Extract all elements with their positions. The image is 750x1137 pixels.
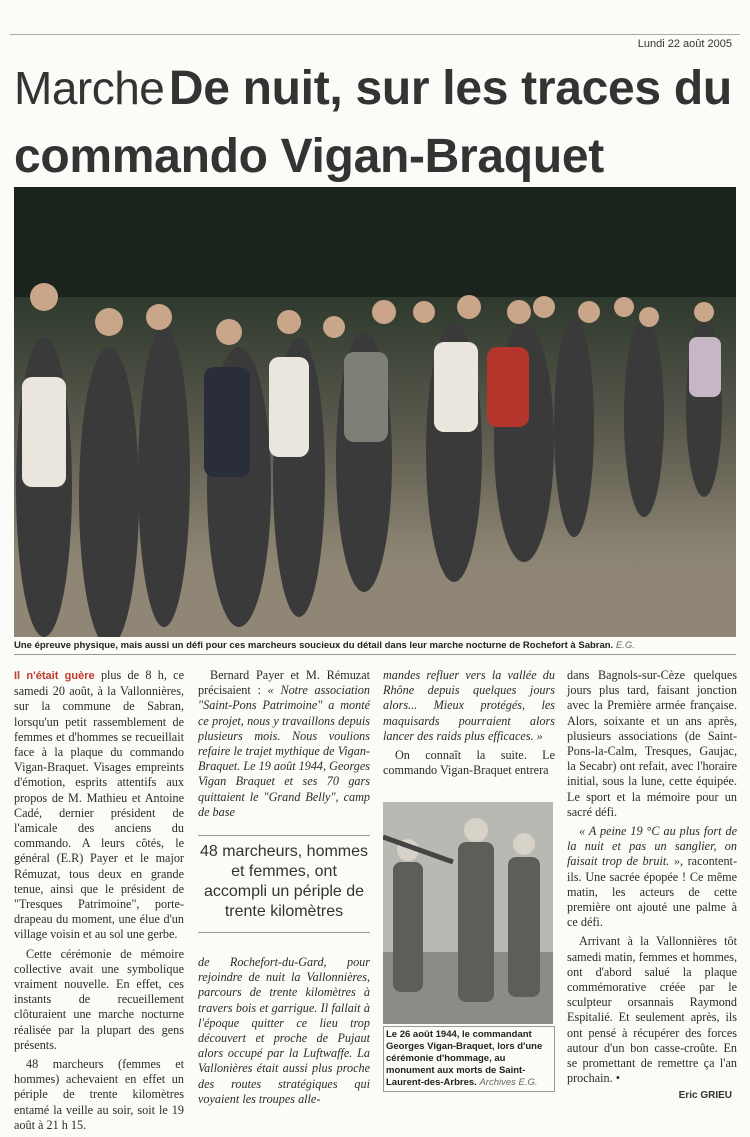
archive-caption-credit: Archives E.G. <box>479 1077 538 1088</box>
headline-kicker: Marche <box>14 62 165 114</box>
article-column-4 <box>567 668 737 1090</box>
col4-paragraph-1: dans Bagnols-sur-Cèze quelques jours plus tard, faisant jonction avec la Première armée française. Alors, soixante et un ans après, plusieurs associations (de Saint-Pons-la-Calm, Tresques, Gaujac, la Secabr) ont refait, avec l'horaire initial, sous la lune, cette équipée. Le sport et la mémoire pour un sacré défi. <box>567 668 737 819</box>
issue-date: Lundi 22 août 2005 <box>637 38 732 50</box>
lead-in: Il n'était guère <box>14 670 95 682</box>
col4-quote: « A peine 19 °C au plus fort de la nuit et pas un sanglier, on faisait trop de bruit. » <box>567 824 737 869</box>
archive-photo-illustration <box>383 802 553 1024</box>
col3-paragraph-2: On connaît la suite. Le commando Vigan-Braquet entrera <box>383 748 555 778</box>
main-caption-text: Une épreuve physique, mais aussi un défi pour ces marcheurs soucieux du détail dans leur marche nocturne de Rochefort à Sabran. <box>14 640 614 651</box>
top-rule <box>10 34 740 35</box>
main-photo <box>14 187 736 637</box>
article-column-2 <box>198 668 370 824</box>
col2-paragraph-1a: Bernard Payer et M. Rémuzat précisaient : <box>198 668 370 698</box>
col1-paragraph-1: plus de 8 h, ce samedi 20 août, à la Vallonnières, sur la commune de Sabran, lorsqu'un petit rassemblement de femmes et d'hommes se recueillait face à la plaque du commando Vigan-Braquet. Visages empreints d'émotion, esprits attentifs aux propos de M. Mathieu et Antoine Cadé, dernier président de l'amicale des anciens du commando. A leurs côtés, le général (E.R) Payer et le major Rémuzat, tous deux en grande tenue, ainsi que le président de "Tresques Patrimoine", porte-drapeau du moment, une élue d'un village voisin et au sol une gerbe. <box>14 668 184 942</box>
crowd-illustration <box>14 187 736 637</box>
col3-paragraph-1: mandes refluer vers la vallée du Rhône depuis quelques jours alors... Mieux protégés, les maquisards pourraient alors lancer des raids plus efficaces. » <box>383 668 555 743</box>
archive-caption-text: Le 26 août 1944, le commandant Georges Vigan-Braquet, lors d'une cérémonie d'hommage, au monument aux morts de Saint-Laurent-des-Arbres. <box>386 1029 543 1088</box>
pull-quote: 48 marcheurs, hommes et femmes, ont accompli un périple de trente kilomètres <box>198 835 370 933</box>
archive-photo <box>383 802 553 1024</box>
headline-title: De nuit, sur les traces du commando Vigan-Braquet <box>14 62 732 183</box>
article-column-1 <box>14 668 184 1137</box>
article-column-3 <box>383 668 555 782</box>
col1-paragraph-2: Cette cérémonie de mémoire collective avait une symbolique vraiment nouvelle. En effet, ces instants de recueillement clôturaient une marche nocturne réalisée par la plupart des gens présents. <box>14 946 184 1052</box>
author-signature: Eric GRIEU <box>678 1090 732 1101</box>
col2-paragraph-2: de Rochefort-du-Gard, pour rejoindre de nuit la Vallonnières, parcours de trente kilomètres à travers bois et garrigue. Il fallait à l'époque quitter ce lieu trop découvert et proche de Pujaut alors occupé par la Luftwaffe. La Vallonières était aussi plus proche des routes stratégiques qui voyaient les troupes alle- <box>198 955 370 1106</box>
main-photo-caption <box>14 640 736 655</box>
article-column-2-continued <box>198 955 370 1111</box>
col4-paragraph-2: , racontent-ils. Une sacrée épopée ! Ce même matin, les acteurs de cette première ont ajouté une palme à ce défi. <box>567 854 738 930</box>
col1-paragraph-3: 48 marcheurs (femmes et hommes) achevaient en effet un périple de trente kilomètres entamé la veille au soir, soit le 19 août à 21 h 15. <box>14 1057 184 1132</box>
main-caption-credit: E.G. <box>615 640 635 651</box>
headline <box>14 60 736 196</box>
col4-paragraph-3: Arrivant à la Vallonnières tôt samedi matin, femmes et hommes, ont d'abord salué la plaque commémorative créée par le sculpteur orsannais Raymond Espitalié. Et seulement après, ils ont pensé à récupérer des forces autour d'un bon casse-croûte. En se promettant de remettre ça l'an prochain. • <box>567 934 737 1086</box>
col2-quote-1: « Notre association "Saint-Pons Patrimoine" a monté ce projet, nous y travaillons depuis plusieurs mois. Nous voulions refaire le trajet mythique de Vigan-Braquet. Le 19 août 1944, Georges Vigan Braquet et ses 70 gars quittaient le "Grand Belly", camp de base <box>198 683 370 819</box>
archive-photo-caption <box>383 1026 555 1092</box>
